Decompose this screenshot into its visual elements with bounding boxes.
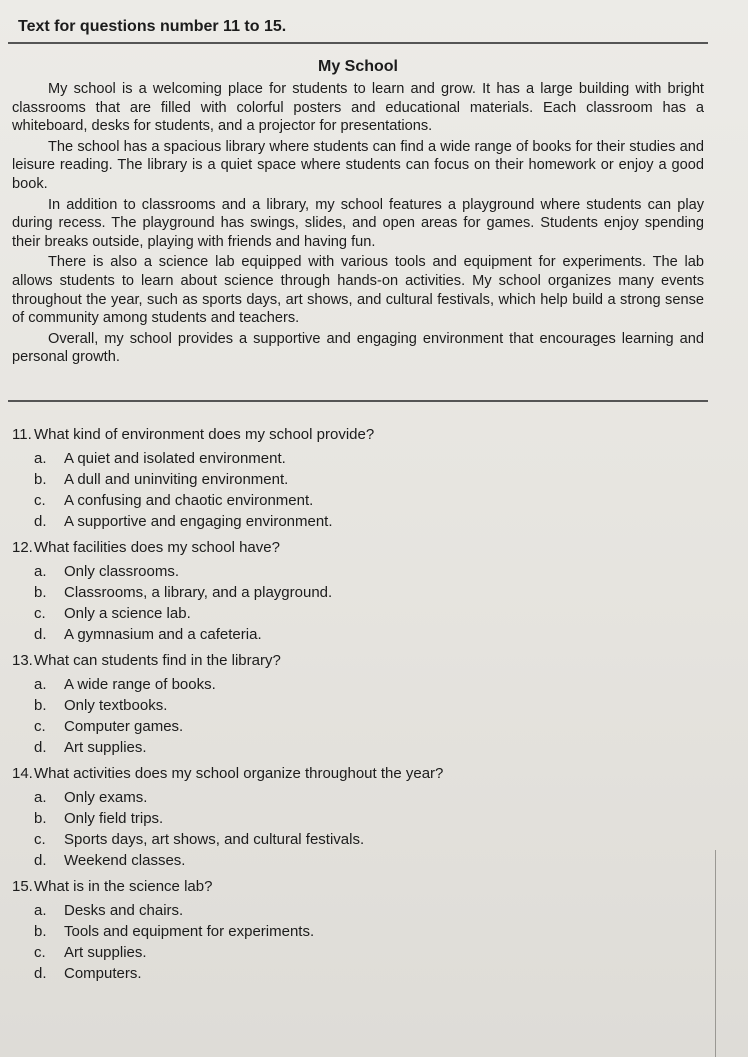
answer-option: [12, 716, 702, 737]
option-letter: a.: [34, 902, 47, 919]
option-letter: d.: [34, 852, 47, 869]
option-text: A supportive and engaging environment.: [64, 513, 333, 530]
question-prompt: What facilities does my school have?: [34, 539, 280, 556]
option-text: Computers.: [64, 965, 142, 982]
option-text: Weekend classes.: [64, 852, 186, 869]
question-prompt: What is in the science lab?: [34, 878, 213, 895]
passage-paragraph: The school has a spacious library where students can find a wide range of books for their studies and leisure reading. The library is a quiet space where students can focus on their homework or enjoy a good book.: [12, 138, 704, 192]
question-text: [12, 650, 702, 671]
answer-option: [12, 921, 702, 942]
option-text: Art supplies.: [64, 739, 147, 756]
option-letter: b.: [34, 471, 47, 488]
option-text: Sports days, art shows, and cultural festivals.: [64, 831, 365, 848]
answer-option: [12, 448, 702, 469]
option-text: Classrooms, a library, and a playground.: [64, 584, 333, 601]
option-letter: b.: [34, 923, 47, 940]
passage-title: My School: [317, 58, 398, 75]
question-15: [12, 876, 702, 984]
question-text: [12, 876, 702, 897]
question-number: 15.: [12, 878, 33, 895]
option-letter: b.: [34, 697, 47, 714]
answer-option: [12, 624, 702, 645]
option-letter: d.: [34, 739, 47, 756]
option-letter: d.: [34, 626, 47, 643]
option-letter: a.: [34, 789, 47, 806]
answer-option: [12, 737, 702, 758]
option-text: Art supplies.: [64, 944, 147, 961]
option-text: Only a science lab.: [64, 605, 191, 622]
option-text: A quiet and isolated environment.: [64, 450, 286, 467]
answer-option: [12, 942, 702, 963]
option-letter: c.: [34, 831, 46, 848]
answer-option: [12, 695, 702, 716]
answer-option: [12, 900, 702, 921]
option-text: Computer games.: [64, 718, 184, 735]
answer-option: [12, 511, 702, 532]
option-letter: b.: [34, 810, 47, 827]
question-prompt: What can students find in the library?: [34, 652, 281, 669]
question-prompt: What activities does my school organize throughout the year?: [34, 765, 444, 782]
answer-option: [12, 850, 702, 871]
question-text: [12, 763, 702, 784]
option-letter: c.: [34, 492, 46, 509]
option-letter: d.: [34, 965, 47, 982]
answer-option: [12, 582, 702, 603]
option-text: Only classrooms.: [64, 563, 180, 580]
option-letter: a.: [34, 676, 47, 693]
question-text: [12, 537, 702, 558]
question-number: 12.: [12, 539, 33, 556]
passage-paragraph: In addition to classrooms and a library, my school features a playground where students can play during recess. The playground has swings, slides, and open areas for games. Students enjoy spending their breaks outside, playing with friends and having fun.: [12, 196, 704, 250]
passage-paragraph: There is also a science lab equipped with various tools and equipment for experiments. The lab allows students to learn about science through hands-on activities. My school organizes many events throughout the year, such as sports days, art shows, and cultural festivals, which help build a strong sense of community among students and teachers.: [12, 254, 704, 327]
option-text: A dull and uninviting environment.: [64, 471, 289, 488]
section-heading: Text for questions number 11 to 15.: [18, 18, 287, 35]
question-11: [12, 424, 702, 532]
option-letter: b.: [34, 584, 47, 601]
question-12: [12, 537, 702, 645]
question-prompt: What kind of environment does my school provide?: [34, 426, 375, 443]
option-letter: d.: [34, 513, 47, 530]
question-14: [12, 763, 702, 871]
answer-option: [12, 787, 702, 808]
answer-option: [12, 561, 702, 582]
option-letter: a.: [34, 450, 47, 467]
question-number: 14.: [12, 765, 33, 782]
question-13: [12, 650, 702, 758]
option-letter: c.: [34, 718, 46, 735]
answer-option: [12, 963, 702, 984]
answer-option: [12, 808, 702, 829]
option-letter: c.: [34, 605, 46, 622]
option-letter: a.: [34, 563, 47, 580]
option-text: Desks and chairs.: [64, 902, 184, 919]
question-list: [12, 424, 702, 989]
option-letter: c.: [34, 944, 46, 961]
option-text: A wide range of books.: [64, 676, 216, 693]
answer-option: [12, 469, 702, 490]
answer-option: [12, 490, 702, 511]
option-text: A gymnasium and a cafeteria.: [64, 626, 262, 643]
reading-passage: [8, 42, 708, 402]
option-text: Only textbooks.: [64, 697, 168, 714]
passage-paragraph: Overall, my school provides a supportive and engaging environment that encourages learning and personal growth.: [12, 330, 704, 366]
question-text: [12, 424, 702, 445]
option-text: Tools and equipment for experiments.: [64, 923, 315, 940]
answer-option: [12, 829, 702, 850]
option-text: A confusing and chaotic environment.: [64, 492, 314, 509]
question-number: 13.: [12, 652, 33, 669]
option-text: Only field trips.: [64, 810, 164, 827]
answer-option: [12, 603, 702, 624]
passage-paragraph: My school is a welcoming place for students to learn and grow. It has a large building with bright classrooms that are filled with colorful posters and educational materials. Each classroom has a whiteboard, desks for students, and a projector for presentations.: [12, 81, 704, 135]
question-number: 11.: [12, 426, 32, 443]
page-fold-line: [715, 850, 716, 1057]
option-text: Only exams.: [64, 789, 148, 806]
answer-option: [12, 674, 702, 695]
